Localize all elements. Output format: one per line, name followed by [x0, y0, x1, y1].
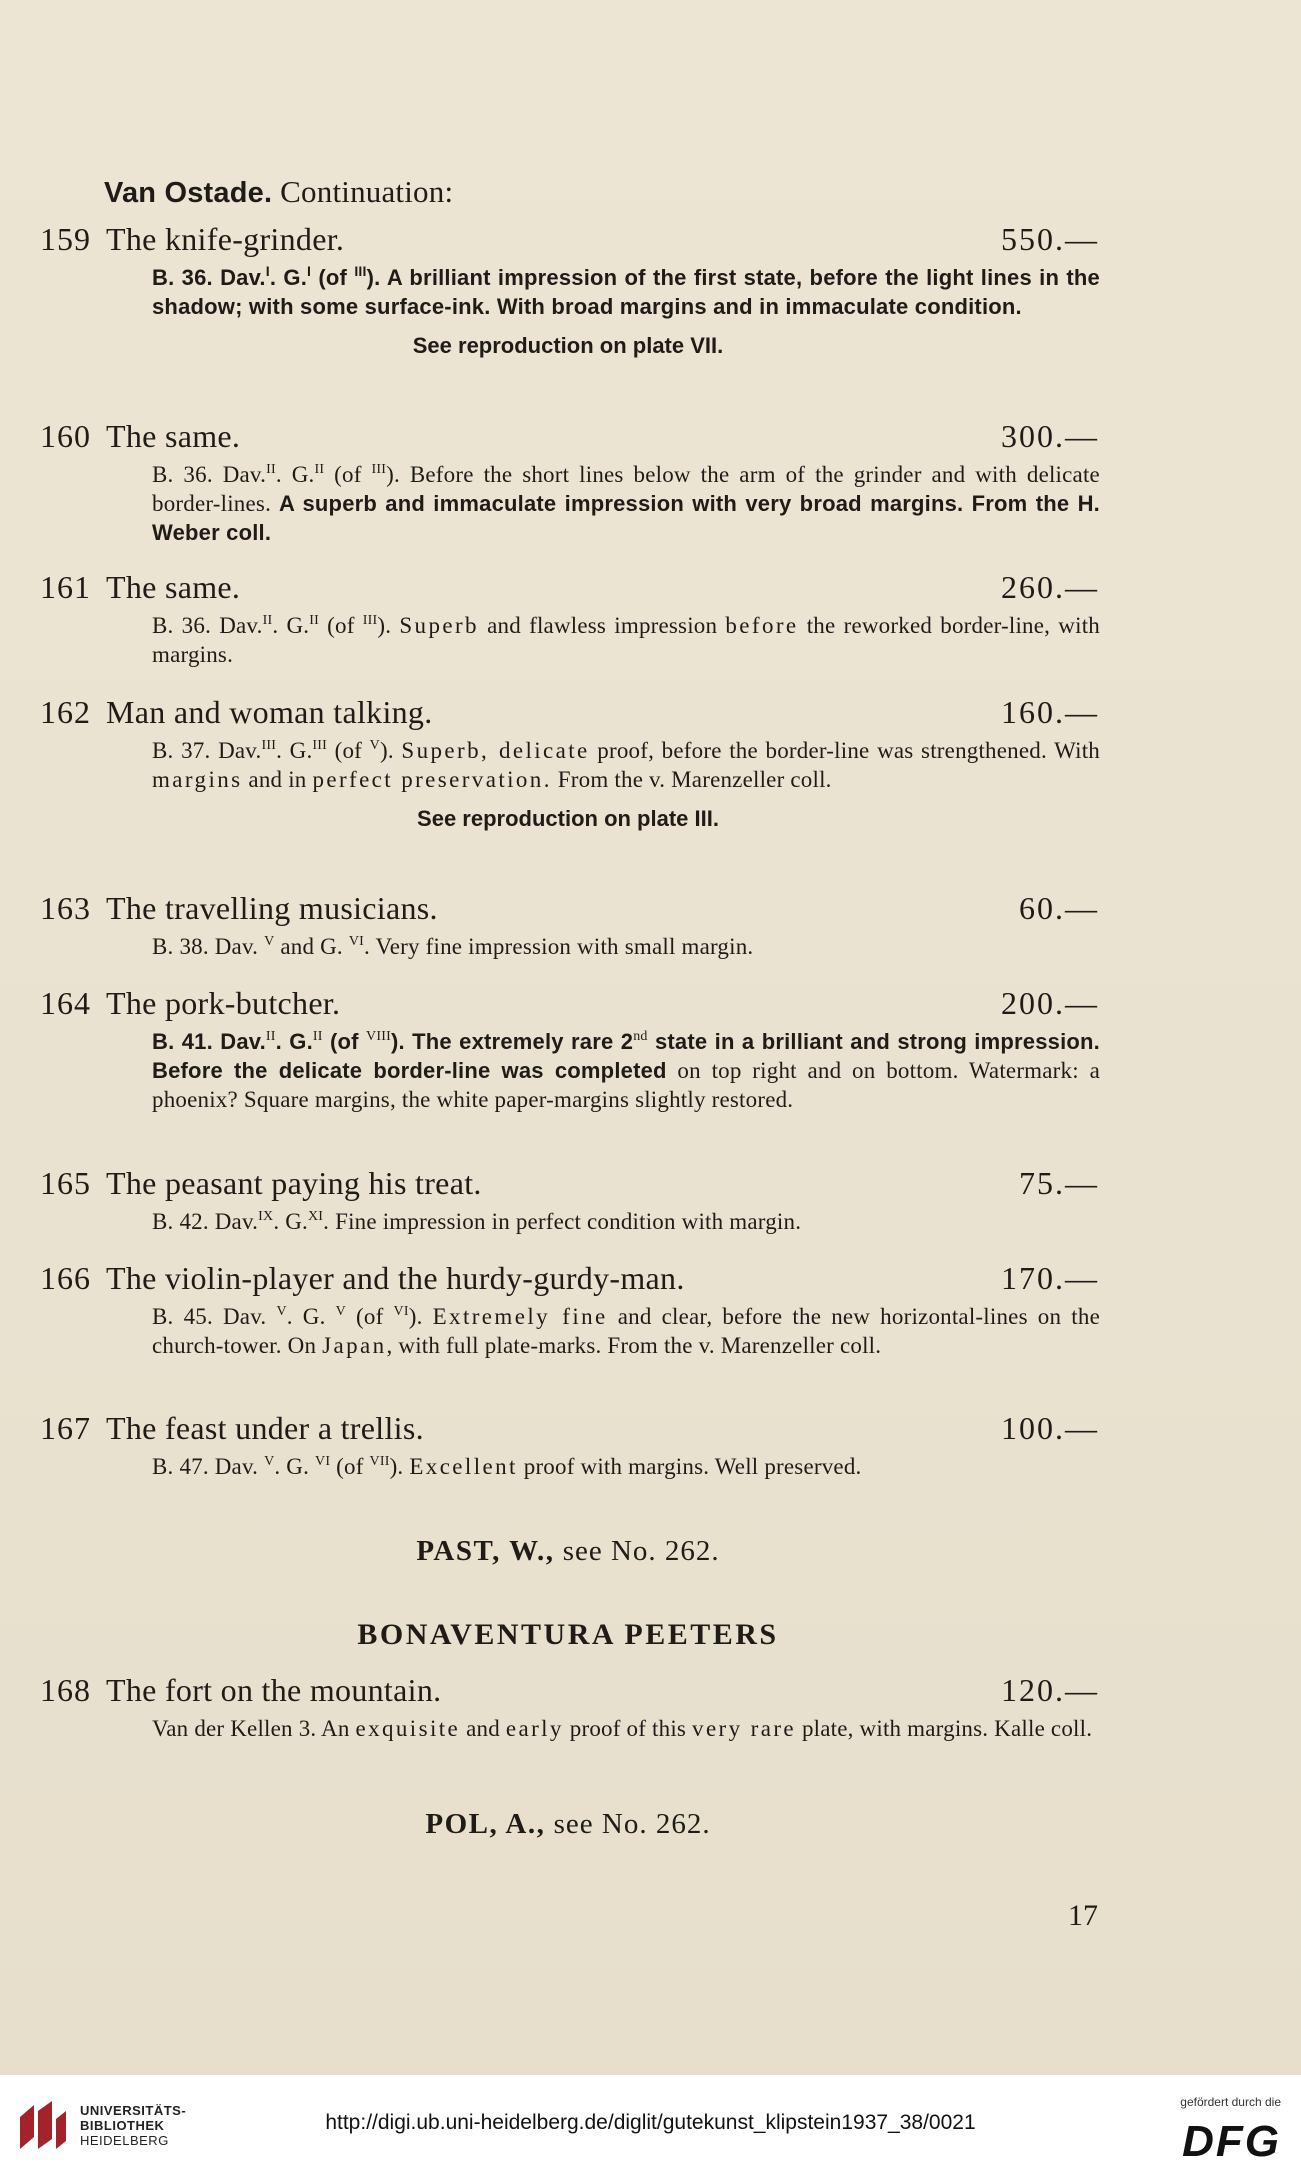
lot-title: The pork-butcher.: [106, 985, 341, 1021]
lot-price: 300.—: [1001, 418, 1099, 454]
plate-reference: See reproduction on plate III.: [417, 806, 719, 831]
running-head-artist: Van Ostade.: [104, 177, 273, 209]
lot-title: Man and woman talking.: [106, 694, 433, 730]
lot-price: 550.—: [1001, 221, 1099, 257]
funding-note: gefördert durch die: [1180, 2095, 1281, 2109]
lot-description: B. 41. Dav.$^{II}$. G.$^{II}$ (of $^{VIII}$). The extremely rare 2nd state in a brilliant and strong impression. Before the delicate border-line was completed on top right and on bottom. Watermark: a phoenix? Square margins, the white paper-margins slightly restored.: [152, 1029, 1100, 1112]
artist-name: PAST, W.,: [416, 1535, 555, 1567]
lot-number: 164: [40, 985, 91, 1021]
plate-reference: See reproduction on plate VII.: [412, 333, 724, 358]
lot-title: The peasant paying his treat.: [106, 1165, 482, 1201]
lot-title: The fort on the mountain.: [106, 1672, 442, 1708]
lot-number: 165: [40, 1165, 91, 1201]
artist-heading: BONAVENTURA PEETERS: [357, 1618, 779, 1651]
running-head-continuation: Continuation:: [280, 174, 454, 209]
lot-description: Van der Kellen 3. An exquisite and early proof of this very rare plate, with margins. Kalle coll.: [152, 1716, 1093, 1741]
lot-165: [0, 1163, 1301, 1236]
lot-description: B. 42. Dav.$^{IX}$. G.$^{XI}$. Fine impression in perfect condition with margin.: [152, 1209, 802, 1234]
lot-166: [0, 1258, 1301, 1360]
lot-description: B. 45. Dav. $^V$. G. $^V$ (of $^{VI}$). Extremely fine and clear, before the new horizontal-lines on the church-tower. On Japan, with full plate-marks. From the v. Marenzeller coll.: [152, 1304, 1100, 1358]
lot-title: The knife-grinder.: [106, 221, 345, 257]
cross-reference-pol: [0, 1808, 1136, 1841]
lot-description: B. 37. Dav.$^{III}$. G.$^{III}$ (of $^V$). Superb, delicate proof, before the border-line was strengthened. With margins and in perfect preservation. From the v. Marenzeller coll.: [152, 738, 1100, 792]
lot-price: 120.—: [1001, 1672, 1099, 1708]
lot-description: B. 36. Dav.$^I$. G.$^I$ (of $^{III}$). A brilliant impression of the first state, before the light lines in the shadow; with some surface-ink. With broad margins and in immaculate condition.: [152, 263, 1100, 319]
artist-name: POL, A.,: [425, 1808, 546, 1840]
lot-title: The violin-player and the hurdy-gurdy-man.: [106, 1260, 685, 1296]
lot-description: B. 47. Dav. $^V$. G. $^{VI}$ (of $^{VII}$). Excellent proof with margins. Well preserved.: [152, 1454, 862, 1479]
lot-price: 170.—: [1001, 1260, 1099, 1296]
lot-161: [0, 567, 1301, 669]
lot-description: B. 36. Dav.$^{II}$. G.$^{II}$ (of $^{III}$). Superb and flawless impression before the reworked border-line, with margins.: [152, 613, 1100, 667]
lot-number: 162: [40, 694, 91, 730]
lot-description: B. 36. Dav.$^{II}$. G.$^{II}$ (of $^{III}$). Before the short lines below the arm of the grinder and with delicate border-lines. A superb and immaculate impression with very broad margins. From the H. Weber coll.: [152, 462, 1100, 545]
lot-164: [0, 983, 1301, 1114]
lot-title: The same.: [106, 418, 241, 454]
lot-number: 163: [40, 890, 91, 926]
lot-160: [0, 416, 1301, 547]
lot-price: 160.—: [1001, 694, 1099, 730]
lot-168: [0, 1670, 1301, 1743]
lot-number: 167: [40, 1410, 91, 1446]
reference-text: see No. 262.: [553, 1808, 711, 1840]
reference-text: see No. 262.: [562, 1535, 720, 1567]
source-url-link[interactable]: http://digi.ub.uni-heidelberg.de/diglit/gutekunst_klipstein1937_38/0021: [325, 2111, 976, 2134]
lot-number: 161: [40, 569, 91, 605]
lot-title: The feast under a trellis.: [106, 1410, 424, 1446]
lot-price: 260.—: [1001, 569, 1099, 605]
lot-159: [0, 219, 1301, 359]
lot-price: 60.—: [1019, 890, 1099, 926]
lot-description: B. 38. Dav. $^V$ and G. $^{VI}$. Very fine impression with small margin.: [152, 934, 754, 959]
lot-price: 75.—: [1019, 1165, 1099, 1201]
page-number: 17: [1068, 1899, 1098, 1932]
cross-reference-past: [0, 1535, 1136, 1568]
lot-price: 200.—: [1001, 985, 1099, 1021]
lot-162: [0, 692, 1301, 832]
lot-number: 159: [40, 221, 91, 257]
lot-number: 168: [40, 1672, 91, 1708]
lot-number: 166: [40, 1260, 91, 1296]
lot-167: [0, 1408, 1301, 1481]
running-head: [104, 174, 453, 210]
lot-title: The same.: [106, 569, 241, 605]
dfg-logo: DFG: [1182, 2117, 1281, 2166]
library-name: UNIVERSITÄTS- BIBLIOTHEK HEIDELBERG: [80, 2103, 187, 2148]
lot-163: [0, 888, 1301, 961]
lot-title: The travelling musicians.: [106, 890, 438, 926]
lot-price: 100.—: [1001, 1410, 1099, 1446]
digitization-footer: [0, 2075, 1301, 2173]
lot-number: 160: [40, 418, 91, 454]
